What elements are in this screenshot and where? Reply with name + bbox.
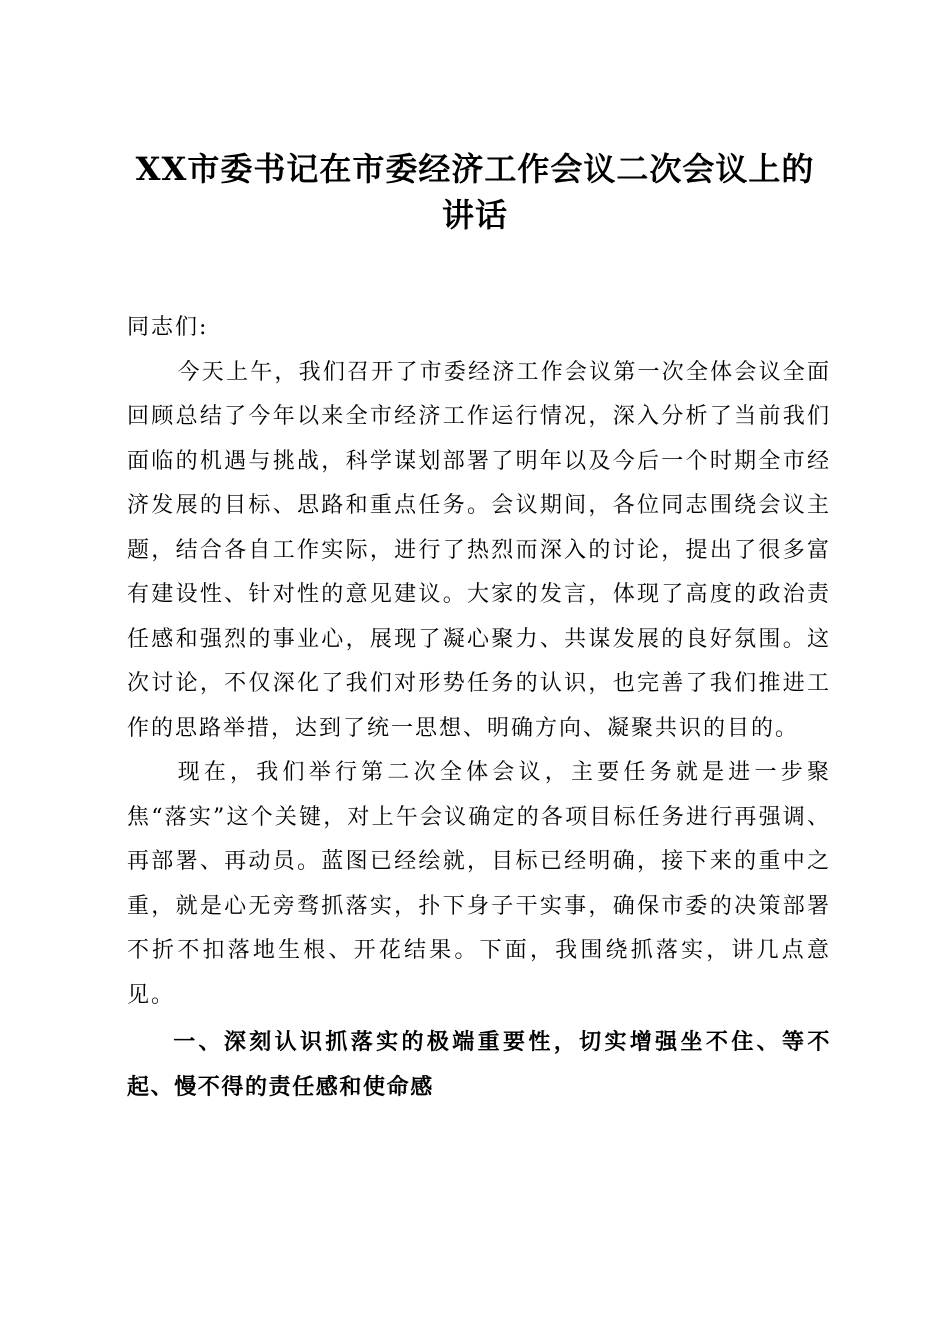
paragraph-1: 今天上午，我们召开了市委经济工作会议第一次全体会议全面回顾总结了今年以来全市经济工作运行情况，深入分析了当前我们面临的机遇与挑战，科学谋划部署了明年以及今后一个时期全市经济发展的目标、思路和重点任务。会议期间，各位同志围绕会议主题，结合各自工作实际，进行了热烈而深入的讨论，提出了很多富有建设性、针对性的意见建议。大家的发言，体现了高度的政治责任感和强烈的事业心，展现了凝心聚力、共谋发展的良好氛围。这次讨论，不仅深化了我们对形势任务的认识，也完善了我们推进工作的思路举措，达到了统一思想、明确方向、凝聚共识的目的。: [127, 359, 831, 741]
salutation: 同志们:: [127, 315, 209, 340]
document-title: XX市委书记在市委经济工作会议二次会议上的讲话: [135, 150, 815, 234]
paragraph-2: 现在，我们举行第二次全体会议，主要任务就是进一步聚焦“落实”这个关键，对上午会议确定的各项目标任务进行再强调、再部署、再动员。蓝图已经绘就，目标已经明确，接下来的重中之重，就是心无旁骛抓落实，扑下身子干实事，确保市委的决策部署不折不扣落地生根、开花结果。下面，我围绕抓落实，讲几点意见。: [127, 760, 831, 1008]
document-body: [127, 306, 831, 1110]
section-heading-1: 一、深刻认识抓落实的极端重要性，切实增强坐不住、等不起、慢不得的责任感和使命感: [127, 1030, 831, 1100]
